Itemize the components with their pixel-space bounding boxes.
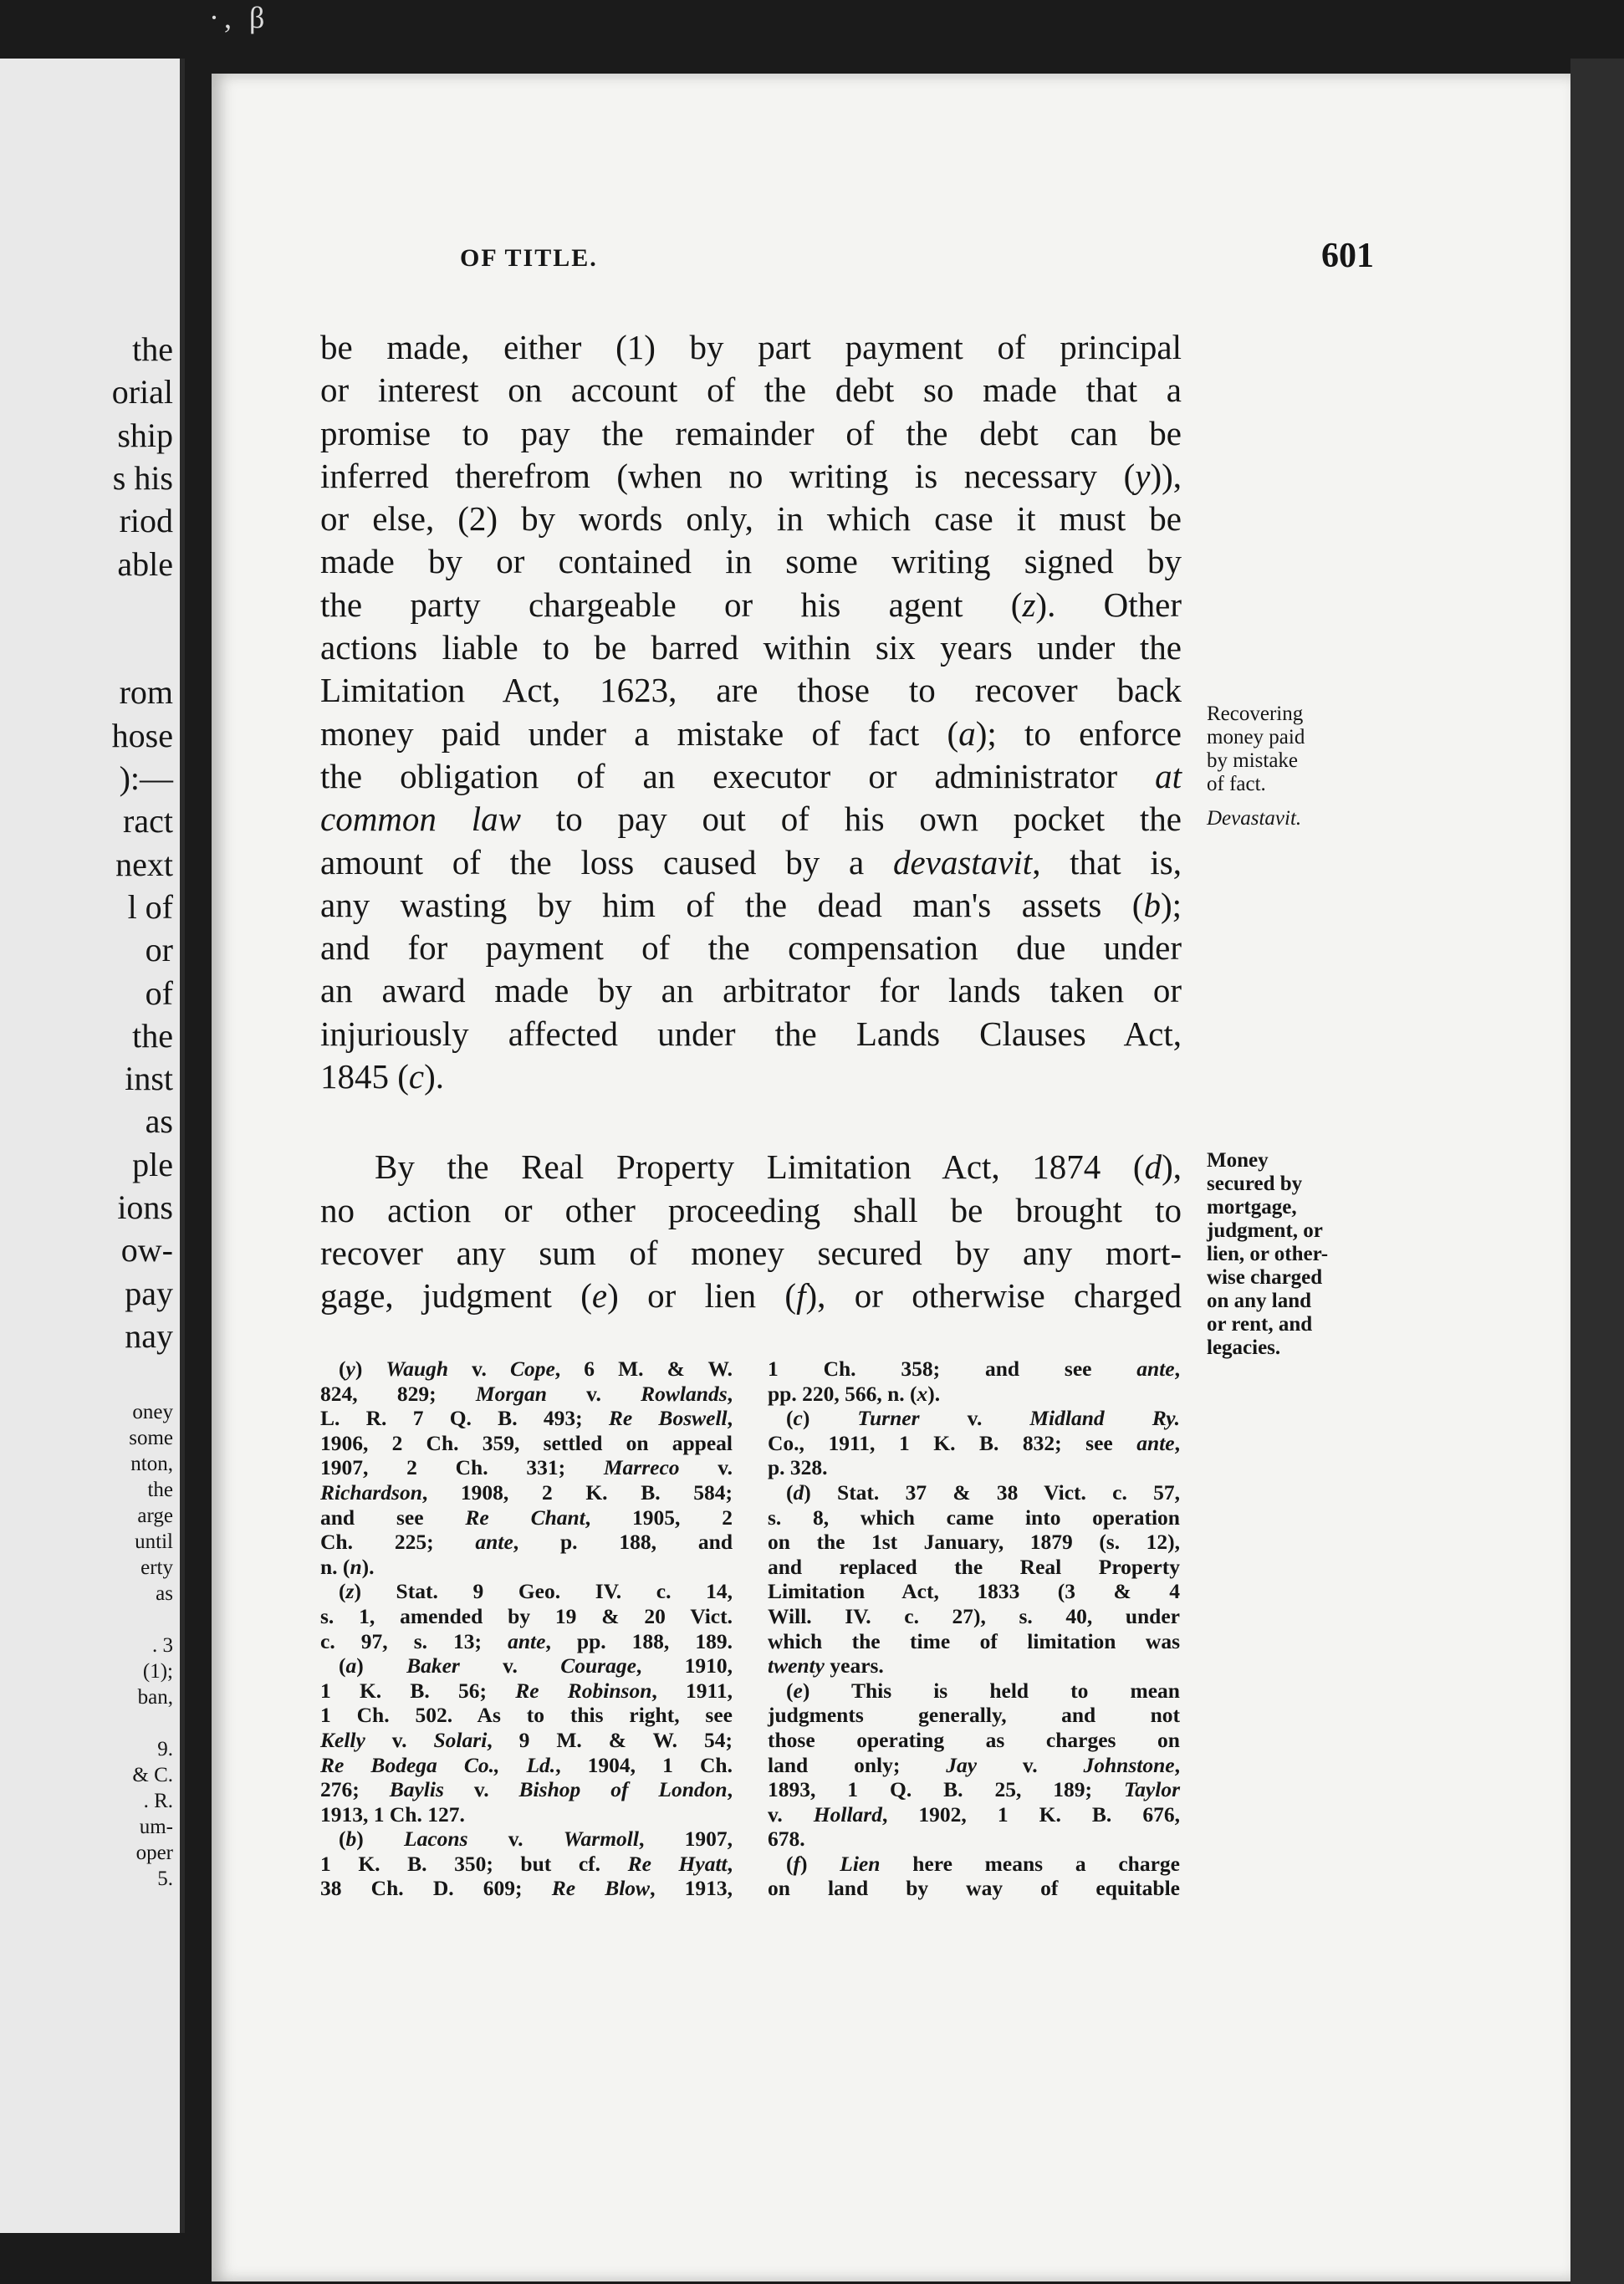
footnote-line: 276; Baylis v. Bishop of London, (320, 1777, 733, 1802)
left-page-line: ract (123, 802, 173, 841)
body-line: an award made by an arbitrator for lands taken or (320, 971, 1182, 1010)
side-note-line: money paid (1207, 726, 1305, 749)
body-text (320, 326, 1182, 1318)
footnote-line: (b) Lacons v. Warmoll, 1907, (339, 1827, 733, 1852)
side-note-line: legacies. (1207, 1336, 1281, 1359)
footnote-line: (z) Stat. 9 Geo. IV. c. 14, (339, 1579, 733, 1604)
footnote-line: p. 328. (768, 1455, 828, 1480)
footnote-line: (c) Turner v. Midland Ry. (786, 1406, 1180, 1431)
footnote-line: which the time of limitation was (768, 1628, 1180, 1653)
footnote-line: 1893, 1 Q. B. 25, 189; Taylor (768, 1777, 1180, 1802)
footnote-line: 678. (768, 1827, 805, 1852)
footnote-line: s. 8, which came into operation (768, 1505, 1180, 1530)
footnote-line: and replaced the Real Property (768, 1554, 1180, 1579)
footnote-line: 38 Ch. D. 609; Re Blow, 1913, (320, 1876, 733, 1901)
left-page-footnote-line: oper (135, 1842, 173, 1864)
left-page-line: pay (125, 1274, 173, 1312)
left-page-footnote-line: . 3 (152, 1634, 173, 1657)
body-line: promise to pay the remainder of the debt can be (320, 413, 1182, 452)
body-line: 1845 (c). (320, 1057, 445, 1096)
body-line: or interest on account of the debt so made that a (320, 370, 1182, 410)
body-line: the party chargeable or his agent (z). Other (320, 585, 1182, 624)
left-page-footnote-line: some (129, 1427, 173, 1449)
left-page-line: rom (119, 673, 173, 712)
footnote-line: (a) Baker v. Courage, 1910, (339, 1653, 733, 1679)
body-line: any wasting by him of the dead man's assets (b); (320, 885, 1182, 924)
footnote-line: 824, 829; Morgan v. Rowlands, (320, 1381, 733, 1406)
body-line: the obligation of an executor or administrator at (320, 756, 1182, 795)
body-line: money paid under a mistake of fact (a); to enforce (320, 713, 1182, 753)
footnote-line: (y) Waugh v. Cope, 6 M. & W. (339, 1357, 733, 1381)
footnote-line: Re Bodega Co., Ld., 1904, 1 Ch. (320, 1752, 733, 1777)
footnote-line: on the 1st January, 1879 (s. 12), (768, 1530, 1180, 1555)
footnote-line: (f) Lien here means a charge (786, 1851, 1180, 1876)
left-page-footnote-line: the (147, 1479, 173, 1501)
left-page-line: or (145, 931, 173, 969)
body-line: amount of the loss caused by a devastavit, that is, (320, 842, 1182, 881)
footnote-line: 1 K. B. 56; Re Robinson, 1911, (320, 1678, 733, 1703)
side-note-line: lien, or other- (1207, 1243, 1329, 1265)
paragraph-gap (320, 1098, 1182, 1146)
footnote-line: Richardson, 1908, 2 K. B. 584; (320, 1479, 733, 1505)
side-note-line: judgment, or (1207, 1219, 1323, 1242)
body-line: By the Real Property Limitation Act, 1874 (d), (375, 1147, 1182, 1187)
footnote-line: on land by way of equitable (768, 1876, 1180, 1901)
footnote-line: 1913, 1 Ch. 127. (320, 1801, 465, 1827)
left-page-line: l of (127, 887, 173, 926)
footnotes-left-column (320, 1357, 733, 1901)
body-line: Limitation Act, 1623, are those to recover back (320, 671, 1182, 710)
footnote-line: Ch. 225; ante, p. 188, and (320, 1530, 733, 1555)
footnote-line: (e) This is held to mean (786, 1678, 1180, 1703)
footnote-line: Will. IV. c. 27), s. 40, under (768, 1603, 1180, 1628)
left-page-footnote-line: as (156, 1582, 173, 1605)
left-page-footnote-line: 5. (157, 1868, 173, 1890)
side-note-line: on any land (1207, 1290, 1312, 1312)
footnote-line: twenty years. (768, 1653, 884, 1679)
side-note-line: wise charged (1207, 1266, 1323, 1289)
body-line: injuriously affected under the Lands Clauses Act, (320, 1014, 1182, 1053)
footnote-line: c. 97, s. 13; ante, pp. 188, 189. (320, 1628, 733, 1653)
body-line: inferred therefrom (when no writing is necessary (y)), (320, 456, 1182, 495)
page-edge (1570, 59, 1624, 2284)
left-page-line: riod (119, 502, 173, 540)
left-page-line: the (132, 330, 173, 368)
side-note-line: secured by (1207, 1173, 1303, 1195)
side-note-line: by mistake (1207, 749, 1299, 772)
left-page-fragment (0, 59, 185, 2233)
footnote-line: v. Hollard, 1902, 1 K. B. 676, (768, 1801, 1180, 1827)
footnote-line: 1 K. B. 350; but cf. Re Hyatt, (320, 1851, 733, 1876)
side-note-line: or rent, and (1207, 1313, 1313, 1336)
left-page-footnote-line: arge (137, 1505, 173, 1527)
footnote-line: pp. 220, 566, n. (x). (768, 1381, 941, 1406)
footnote-line: those operating as charges on (768, 1727, 1180, 1752)
footnote-line: and see Re Chant, 1905, 2 (320, 1505, 733, 1530)
footnote-line: s. 1, amended by 19 & 20 Vict. (320, 1603, 733, 1628)
footnote-line: n. (n). (320, 1554, 375, 1579)
left-page-line: hose (111, 716, 173, 754)
left-page-line: next (115, 845, 173, 883)
left-page-line: ):— (119, 759, 173, 797)
side-note-money-secured (1207, 1149, 1387, 1360)
body-line: or else, (2) by words only, in which case it must be (320, 499, 1182, 539)
running-head: OF TITLE. (460, 244, 598, 272)
left-page-line: s his (112, 458, 173, 497)
left-page-line: nay (125, 1316, 173, 1355)
footnote-line: 1906, 2 Ch. 359, settled on appeal (320, 1430, 733, 1455)
left-page-footnote-line: nton, (130, 1453, 173, 1475)
page-number: 601 (1321, 237, 1374, 275)
body-line: recover any sum of money secured by any mort- (320, 1233, 1182, 1272)
side-note-line: mortgage, (1207, 1196, 1297, 1219)
body-line: be made, either (1) by part payment of principal (320, 328, 1182, 366)
footnote-line: 1907, 2 Ch. 331; Marreco v. (320, 1455, 733, 1480)
footnote-line: 1 Ch. 358; and see ante, (768, 1357, 1180, 1381)
side-note-line: of fact. (1207, 773, 1266, 795)
footnote-line: land only; Jay v. Johnstone, (768, 1752, 1180, 1777)
left-page-line: of (145, 973, 173, 1012)
left-page-footnote-line: 9. (157, 1738, 173, 1760)
body-line: no action or other proceeding shall be brought to (320, 1190, 1182, 1229)
footnote-line: judgments generally, and not (768, 1703, 1180, 1728)
left-page-line: as (145, 1102, 173, 1141)
side-note-line: Money (1207, 1149, 1269, 1172)
left-page-footnote-line: (1); (142, 1660, 173, 1683)
left-page-line: inst (125, 1060, 173, 1098)
left-page-footnote-line: . R. (143, 1790, 173, 1812)
body-line: common law to pay out of his own pocket the (320, 800, 1182, 839)
side-note-devastavit: Devastavit. (1207, 807, 1302, 830)
left-page-footnote-line: erty (140, 1556, 173, 1579)
left-page-footnote-line: ban, (137, 1686, 173, 1709)
footnote-line: L. R. 7 Q. B. 493; Re Boswell, (320, 1406, 733, 1431)
left-page-line: able (117, 544, 173, 583)
left-page-line: ship (117, 416, 173, 454)
left-page-line: the (132, 1016, 173, 1055)
body-line: made by or contained in some writing signed by (320, 542, 1182, 581)
scan-marks: ·, β (209, 1, 270, 34)
left-page-line: orial (111, 373, 173, 411)
side-note-recovering (1207, 703, 1387, 796)
side-note-line: Recovering (1207, 703, 1304, 725)
left-page-line: ple (132, 1145, 173, 1183)
footnotes-right-column (768, 1357, 1180, 1901)
left-page-footnote-line: & C. (132, 1764, 173, 1786)
left-page-footnote-line: until (135, 1530, 173, 1553)
footnote-line: (d) Stat. 37 & 38 Vict. c. 57, (786, 1479, 1180, 1505)
left-page-footnote-line: oney (132, 1401, 173, 1423)
left-page-footnote-line: um- (139, 1816, 173, 1838)
body-line: gage, judgment (e) or lien (f), or otherwise charged (320, 1276, 1182, 1316)
footnote-line: Kelly v. Solari, 9 M. & W. 54; (320, 1727, 733, 1752)
footnote-line: 1 Ch. 502. As to this right, see (320, 1703, 733, 1728)
body-line: and for payment of the compensation due under (320, 928, 1182, 968)
footnote-line: Limitation Act, 1833 (3 & 4 (768, 1579, 1180, 1604)
left-page-line: ions (117, 1188, 173, 1226)
footnote-line: Co., 1911, 1 K. B. 832; see ante, (768, 1430, 1180, 1455)
body-line: actions liable to be barred within six years under the (320, 628, 1182, 667)
left-page-line: ow- (120, 1231, 173, 1270)
